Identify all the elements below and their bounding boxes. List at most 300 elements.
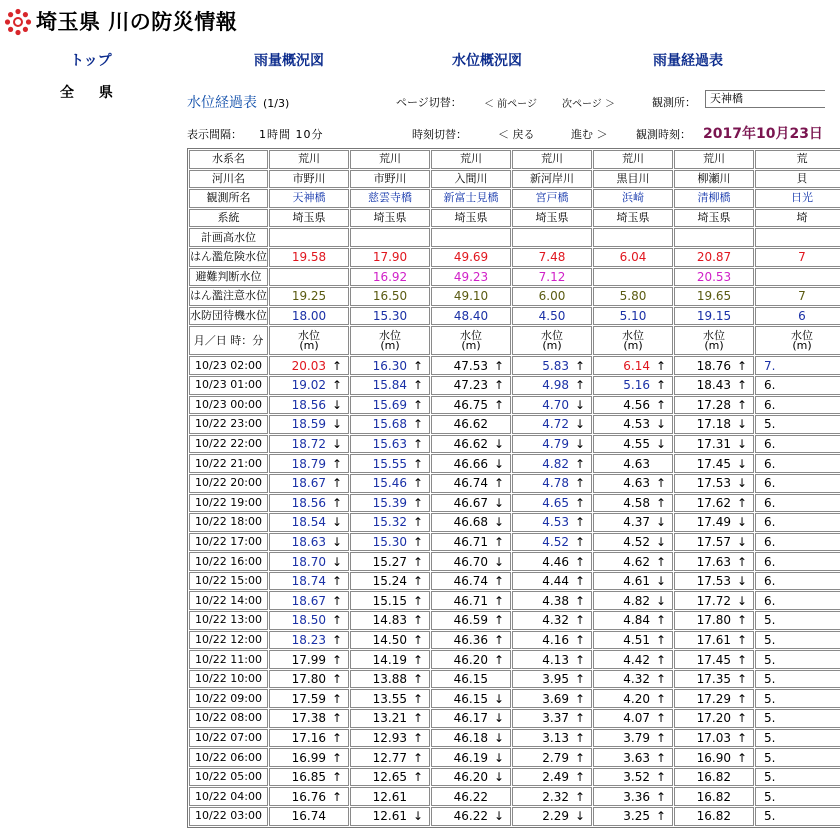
trend-arrow-icon: ↓ bbox=[736, 476, 748, 491]
next-page-link[interactable]: 次ページ ＞ bbox=[562, 99, 615, 110]
level-value: 4.32 bbox=[542, 613, 569, 628]
level-cell bbox=[350, 474, 430, 493]
level-value: 17.16 bbox=[291, 730, 326, 745]
nav-rain-overview[interactable]: 雨量概況図 bbox=[254, 53, 324, 69]
level-value: 47.53 bbox=[453, 358, 488, 373]
sidebar-all-prefecture[interactable]: 全 県 bbox=[60, 85, 123, 101]
trend-arrow-icon: ↑ bbox=[412, 652, 424, 667]
trend-arrow-icon: ↑ bbox=[736, 652, 748, 667]
level-cell bbox=[350, 435, 430, 454]
trend-arrow-icon: ↑ bbox=[331, 593, 343, 608]
trend-arrow-icon: ↓ bbox=[493, 750, 505, 765]
level-value: 3.52 bbox=[623, 770, 650, 785]
level-value: 18.59 bbox=[291, 417, 326, 432]
time-cell: 10/22 09:00 bbox=[189, 689, 268, 708]
level-value: 4.65 bbox=[542, 495, 569, 510]
level-cell bbox=[269, 748, 349, 767]
level-value: 15.68 bbox=[372, 417, 407, 432]
level-cell bbox=[755, 356, 840, 375]
level-value: 14.50 bbox=[372, 632, 407, 647]
table-row bbox=[189, 670, 840, 689]
level-value: 15.63 bbox=[372, 437, 407, 452]
level-value: 3.36 bbox=[623, 789, 650, 804]
level-value: 17.59 bbox=[291, 691, 326, 706]
time-cell: 10/22 06:00 bbox=[189, 748, 268, 767]
table-cell-station-name[interactable]: 天神橋 bbox=[269, 189, 349, 208]
level-cell bbox=[755, 709, 840, 728]
row-label-station: 観測所名 bbox=[189, 189, 268, 208]
level-value: 17.53 bbox=[696, 574, 731, 589]
level-cell bbox=[431, 591, 511, 610]
level-cell bbox=[269, 709, 349, 728]
table-cell-river-name: 入間川 bbox=[431, 170, 511, 189]
time-cell: 10/22 11:00 bbox=[189, 650, 268, 669]
level-unit-label: (m) bbox=[542, 338, 562, 352]
level-cell bbox=[755, 494, 840, 513]
table-cell-station-name[interactable]: 日光 bbox=[755, 189, 840, 208]
level-value: 4.53 bbox=[542, 515, 569, 530]
level-cell bbox=[431, 494, 511, 513]
trend-arrow-icon: ↑ bbox=[655, 554, 667, 569]
table-row-unit bbox=[189, 326, 840, 355]
trend-arrow-icon: ↑ bbox=[574, 593, 586, 608]
row-label-plan: 計画高水位 bbox=[189, 228, 268, 247]
level-cell bbox=[350, 513, 430, 532]
trend-arrow-icon: ↑ bbox=[331, 456, 343, 471]
level-cell bbox=[431, 356, 511, 375]
trend-arrow-icon: ↑ bbox=[655, 652, 667, 667]
level-value: 4.44 bbox=[542, 574, 569, 589]
trend-arrow-icon: ↓ bbox=[655, 437, 667, 452]
table-row bbox=[189, 356, 840, 375]
level-cell bbox=[674, 729, 754, 748]
table-cell-plan-level bbox=[674, 228, 754, 247]
row-label-standby: 水防団待機水位 bbox=[189, 307, 268, 326]
level-cell bbox=[674, 748, 754, 767]
level-value: 6. bbox=[764, 495, 776, 510]
time-cell: 10/22 03:00 bbox=[189, 807, 268, 826]
time-cell: 10/22 20:00 bbox=[189, 474, 268, 493]
level-cell bbox=[269, 454, 349, 473]
nav-level-overview[interactable]: 水位概況図 bbox=[452, 53, 522, 69]
table-cell-river-name: 市野川 bbox=[269, 170, 349, 189]
level-value: 46.17 bbox=[453, 711, 488, 726]
level-value: 15.15 bbox=[372, 593, 407, 608]
trend-arrow-icon: ↑ bbox=[412, 691, 424, 706]
level-cell bbox=[269, 396, 349, 415]
level-value: 18.70 bbox=[291, 554, 326, 569]
trend-arrow-icon: ↑ bbox=[412, 358, 424, 373]
level-value: 4.55 bbox=[623, 437, 650, 452]
level-cell bbox=[593, 807, 673, 826]
table-row-river bbox=[189, 170, 840, 189]
level-cell bbox=[431, 709, 511, 728]
level-value: 18.76 bbox=[696, 358, 731, 373]
level-cell bbox=[350, 611, 430, 630]
table-cell-evac-level: 49.23 bbox=[431, 268, 511, 287]
level-value: 4.56 bbox=[623, 397, 650, 412]
level-cell bbox=[431, 552, 511, 571]
level-value: 4.38 bbox=[542, 593, 569, 608]
level-cell bbox=[350, 689, 430, 708]
time-cell: 10/22 16:00 bbox=[189, 552, 268, 571]
level-value: 16.82 bbox=[696, 770, 731, 785]
level-value: 17.35 bbox=[696, 672, 731, 687]
trend-arrow-icon: ↑ bbox=[574, 534, 586, 549]
level-cell bbox=[350, 572, 430, 591]
table-cell-plan-level bbox=[350, 228, 430, 247]
trend-arrow-icon: ↑ bbox=[655, 672, 667, 687]
trend-arrow-icon: ↑ bbox=[574, 515, 586, 530]
level-value: 5. bbox=[764, 711, 776, 726]
level-cell bbox=[593, 494, 673, 513]
trend-arrow-icon: ↑ bbox=[493, 652, 505, 667]
table-cell-caution-level: 16.50 bbox=[350, 287, 430, 306]
table-cell-danger-level: 7 bbox=[755, 248, 840, 267]
trend-arrow-icon: ↑ bbox=[655, 809, 667, 824]
table-cell-caution-level: 7 bbox=[755, 287, 840, 306]
level-cell bbox=[269, 513, 349, 532]
trend-arrow-icon: ↑ bbox=[331, 378, 343, 393]
table-cell-system-type: 埼玉県 bbox=[431, 209, 511, 228]
level-cell bbox=[674, 474, 754, 493]
table-cell-station-name[interactable]: 清柳橋 bbox=[674, 189, 754, 208]
level-value: 15.30 bbox=[372, 534, 407, 549]
row-label-time: 月／日 時：分 bbox=[189, 326, 268, 355]
level-cell bbox=[512, 435, 592, 454]
level-value: 5. bbox=[764, 750, 776, 765]
table-row bbox=[189, 454, 840, 473]
trend-arrow-icon: ↑ bbox=[412, 437, 424, 452]
level-cell bbox=[431, 611, 511, 630]
level-value: 15.24 bbox=[372, 574, 407, 589]
level-value: 18.50 bbox=[291, 613, 326, 628]
level-cell bbox=[593, 552, 673, 571]
station-label: 観測所： bbox=[652, 96, 696, 109]
trend-arrow-icon: ↓ bbox=[736, 437, 748, 452]
trend-arrow-icon: ↑ bbox=[331, 476, 343, 491]
table-cell-danger-level: 17.90 bbox=[350, 248, 430, 267]
table-cell-plan-level bbox=[269, 228, 349, 247]
level-cell bbox=[674, 415, 754, 434]
trend-arrow-icon: ↓ bbox=[655, 534, 667, 549]
level-value: 16.85 bbox=[291, 770, 326, 785]
table-row bbox=[189, 768, 840, 787]
trend-arrow-icon: ↑ bbox=[736, 730, 748, 745]
table-row bbox=[189, 748, 840, 767]
table-cell-plan-level bbox=[431, 228, 511, 247]
table-cell-evac-level bbox=[593, 268, 673, 287]
level-cell bbox=[269, 474, 349, 493]
table-cell-system-name: 荒川 bbox=[512, 150, 592, 169]
table-row bbox=[189, 631, 840, 650]
level-cell bbox=[269, 533, 349, 552]
time-cell: 10/22 13:00 bbox=[189, 611, 268, 630]
trend-arrow-icon: ↑ bbox=[574, 711, 586, 726]
level-cell bbox=[674, 494, 754, 513]
level-value: 46.22 bbox=[453, 789, 488, 804]
level-cell bbox=[755, 454, 840, 473]
level-value: 5. bbox=[764, 809, 776, 824]
prev-page-link[interactable]: ＜ 前ページ bbox=[484, 99, 537, 110]
time-cell: 10/23 02:00 bbox=[189, 356, 268, 375]
level-value: 5. bbox=[764, 652, 776, 667]
nav-rain-table[interactable]: 雨量経過表 bbox=[653, 53, 723, 69]
trend-arrow-icon: ↑ bbox=[412, 534, 424, 549]
level-value: 5. bbox=[764, 730, 776, 745]
time-cell: 10/22 19:00 bbox=[189, 494, 268, 513]
level-value: 2.79 bbox=[542, 750, 569, 765]
trend-arrow-icon: ↑ bbox=[412, 750, 424, 765]
level-cell bbox=[755, 533, 840, 552]
level-cell bbox=[269, 807, 349, 826]
trend-arrow-icon: ↓ bbox=[655, 593, 667, 608]
trend-arrow-icon: ↓ bbox=[736, 534, 748, 549]
trend-arrow-icon: ↑ bbox=[412, 495, 424, 510]
level-cell bbox=[755, 670, 840, 689]
obs-time-label: 観測時刻： bbox=[636, 128, 691, 141]
trend-arrow-icon: ↑ bbox=[736, 691, 748, 706]
trend-arrow-icon: ↓ bbox=[493, 711, 505, 726]
trend-arrow-icon: ↑ bbox=[493, 593, 505, 608]
level-value: 4.98 bbox=[542, 378, 569, 393]
level-value: 4.52 bbox=[542, 534, 569, 549]
trend-arrow-icon: ↑ bbox=[412, 397, 424, 412]
forward-link[interactable]: 進む ＞ bbox=[571, 128, 608, 141]
level-value: 5. bbox=[764, 691, 776, 706]
level-cell bbox=[593, 709, 673, 728]
page-switch-label: ページ切替： bbox=[396, 96, 462, 109]
level-value: 4.63 bbox=[623, 476, 650, 491]
level-value: 4.51 bbox=[623, 632, 650, 647]
level-cell bbox=[512, 709, 592, 728]
level-cell bbox=[350, 670, 430, 689]
level-cell bbox=[431, 415, 511, 434]
table-row bbox=[189, 689, 840, 708]
trend-arrow-icon: ↑ bbox=[655, 789, 667, 804]
level-value: 4.61 bbox=[623, 574, 650, 589]
level-cell bbox=[755, 689, 840, 708]
level-cell bbox=[269, 572, 349, 591]
trend-arrow-icon: ↑ bbox=[331, 613, 343, 628]
level-value: 18.56 bbox=[291, 495, 326, 510]
trend-arrow-icon: ↓ bbox=[493, 456, 505, 471]
level-value: 46.15 bbox=[453, 672, 488, 687]
level-cell bbox=[350, 729, 430, 748]
level-value: 18.67 bbox=[291, 476, 326, 491]
level-head-label: 水位 bbox=[622, 328, 644, 342]
level-value: 18.63 bbox=[291, 534, 326, 549]
row-label-evac: 避難判断水位 bbox=[189, 268, 268, 287]
trend-arrow-icon: ↓ bbox=[493, 691, 505, 706]
level-cell bbox=[674, 572, 754, 591]
level-value: 16.82 bbox=[696, 789, 731, 804]
trend-arrow-icon: ↑ bbox=[493, 397, 505, 412]
level-cell bbox=[350, 494, 430, 513]
level-cell bbox=[350, 650, 430, 669]
level-cell bbox=[350, 552, 430, 571]
level-value: 3.79 bbox=[623, 730, 650, 745]
trend-arrow-icon: ↑ bbox=[412, 730, 424, 745]
table-cell-standby-level: 6 bbox=[755, 307, 840, 326]
level-value: 4.20 bbox=[623, 691, 650, 706]
table-row bbox=[189, 787, 840, 806]
trend-arrow-icon: ↓ bbox=[574, 437, 586, 452]
level-value: 3.13 bbox=[542, 730, 569, 745]
level-value: 13.21 bbox=[372, 711, 407, 726]
level-cell bbox=[269, 729, 349, 748]
level-value: 4.78 bbox=[542, 476, 569, 491]
table-cell-station-name[interactable]: 宮戸橋 bbox=[512, 189, 592, 208]
table-cell-caution-level: 6.00 bbox=[512, 287, 592, 306]
time-cell: 10/22 07:00 bbox=[189, 729, 268, 748]
trend-arrow-icon: ↑ bbox=[412, 456, 424, 471]
level-cell bbox=[755, 572, 840, 591]
trend-arrow-icon: ↑ bbox=[574, 750, 586, 765]
level-cell bbox=[350, 787, 430, 806]
level-value: 17.49 bbox=[696, 515, 731, 530]
level-cell bbox=[512, 670, 592, 689]
table-row bbox=[189, 591, 840, 610]
level-cell bbox=[593, 572, 673, 591]
level-value: 15.84 bbox=[372, 378, 407, 393]
level-unit-label: (m) bbox=[623, 338, 643, 352]
level-unit-header bbox=[431, 326, 511, 355]
trend-arrow-icon: ↑ bbox=[412, 672, 424, 687]
level-value: 16.90 bbox=[696, 750, 731, 765]
level-value: 46.20 bbox=[453, 652, 488, 667]
trend-arrow-icon: ↑ bbox=[331, 672, 343, 687]
trend-arrow-icon: ↓ bbox=[493, 515, 505, 530]
trend-arrow-icon: ↑ bbox=[655, 750, 667, 765]
trend-arrow-icon: ↑ bbox=[493, 476, 505, 491]
trend-arrow-icon: ↑ bbox=[574, 730, 586, 745]
level-unit-label: (m) bbox=[380, 338, 400, 352]
level-cell bbox=[674, 631, 754, 650]
table-cell-station-name[interactable]: 慈雲寺橋 bbox=[350, 189, 430, 208]
level-cell bbox=[269, 356, 349, 375]
time-cell: 10/23 01:00 bbox=[189, 376, 268, 395]
table-cell-danger-level: 7.48 bbox=[512, 248, 592, 267]
trend-arrow-icon: ↑ bbox=[736, 358, 748, 373]
level-value: 18.79 bbox=[291, 456, 326, 471]
table-cell-system-type: 埼 bbox=[755, 209, 840, 228]
level-cell bbox=[755, 729, 840, 748]
table-cell-danger-level: 49.69 bbox=[431, 248, 511, 267]
table-row bbox=[189, 552, 840, 571]
level-value: 5.16 bbox=[623, 378, 650, 393]
level-value: 17.28 bbox=[696, 397, 731, 412]
table-cell-standby-level: 48.40 bbox=[431, 307, 511, 326]
level-value: 15.27 bbox=[372, 554, 407, 569]
table-cell-station-name[interactable]: 新富士見橋 bbox=[431, 189, 511, 208]
trend-arrow-icon: ↑ bbox=[655, 691, 667, 706]
trend-arrow-icon: ↓ bbox=[655, 515, 667, 530]
table-cell-system-type: 埼玉県 bbox=[512, 209, 592, 228]
table-cell-evac-level: 20.53 bbox=[674, 268, 754, 287]
level-cell bbox=[674, 356, 754, 375]
row-label-danger: はん濫危険水位 bbox=[189, 248, 268, 267]
level-unit-label: (m) bbox=[299, 338, 319, 352]
trend-arrow-icon: ↓ bbox=[493, 437, 505, 452]
table-row bbox=[189, 474, 840, 493]
interval-value: 1時間 10分 bbox=[259, 128, 324, 141]
level-value: 6. bbox=[764, 456, 776, 471]
level-value: 3.95 bbox=[542, 672, 569, 687]
table-cell-river-name: 新河岸川 bbox=[512, 170, 592, 189]
trend-arrow-icon: ↑ bbox=[574, 456, 586, 471]
table-row-plan bbox=[189, 228, 840, 247]
trend-arrow-icon: ↓ bbox=[412, 809, 424, 824]
table-cell-danger-level: 20.87 bbox=[674, 248, 754, 267]
level-value: 6. bbox=[764, 574, 776, 589]
level-cell bbox=[674, 435, 754, 454]
level-value: 46.71 bbox=[453, 593, 488, 608]
row-label-system: 水系名 bbox=[189, 150, 268, 169]
table-cell-danger-level: 19.58 bbox=[269, 248, 349, 267]
table-cell-system-name: 荒 bbox=[755, 150, 840, 169]
back-link[interactable]: ＜ 戻る bbox=[498, 128, 535, 141]
time-cell: 10/22 14:00 bbox=[189, 591, 268, 610]
table-cell-caution-level: 49.10 bbox=[431, 287, 511, 306]
trend-arrow-icon: ↓ bbox=[655, 417, 667, 432]
level-cell bbox=[755, 474, 840, 493]
level-value: 46.22 bbox=[453, 809, 488, 824]
trend-arrow-icon: ↑ bbox=[655, 613, 667, 628]
table-row bbox=[189, 807, 840, 826]
level-value: 17.61 bbox=[696, 632, 731, 647]
table-cell-station-name[interactable]: 浜崎 bbox=[593, 189, 673, 208]
nav-top[interactable]: トップ bbox=[70, 53, 112, 69]
level-cell bbox=[512, 454, 592, 473]
level-cell bbox=[674, 396, 754, 415]
level-cell bbox=[674, 454, 754, 473]
table-cell-river-name: 貝 bbox=[755, 170, 840, 189]
level-cell bbox=[512, 552, 592, 571]
trend-arrow-icon: ↓ bbox=[574, 417, 586, 432]
level-cell bbox=[431, 748, 511, 767]
level-value: 18.74 bbox=[291, 574, 326, 589]
level-cell bbox=[755, 611, 840, 630]
level-value: 4.79 bbox=[542, 437, 569, 452]
level-cell bbox=[350, 591, 430, 610]
level-cell bbox=[431, 689, 511, 708]
level-value: 12.93 bbox=[372, 730, 407, 745]
level-value: 46.66 bbox=[453, 456, 488, 471]
station-select[interactable]: 天神橋 bbox=[705, 90, 825, 108]
page-indicator: (1/3) bbox=[263, 97, 290, 110]
level-value: 5. bbox=[764, 672, 776, 687]
level-value: 5. bbox=[764, 613, 776, 628]
time-cell: 10/22 15:00 bbox=[189, 572, 268, 591]
level-value: 3.37 bbox=[542, 711, 569, 726]
trend-arrow-icon: ↓ bbox=[736, 515, 748, 530]
level-value: 17.63 bbox=[696, 554, 731, 569]
level-value: 4.63 bbox=[623, 456, 650, 471]
level-value: 19.02 bbox=[291, 378, 326, 393]
level-cell bbox=[431, 533, 511, 552]
level-cell bbox=[512, 611, 592, 630]
trend-arrow-icon: ↓ bbox=[493, 730, 505, 745]
level-value: 17.20 bbox=[696, 711, 731, 726]
level-cell bbox=[593, 631, 673, 650]
level-value: 5. bbox=[764, 417, 776, 432]
level-cell bbox=[512, 356, 592, 375]
level-cell bbox=[269, 787, 349, 806]
trend-arrow-icon: ↑ bbox=[655, 495, 667, 510]
level-value: 15.32 bbox=[372, 515, 407, 530]
trend-arrow-icon: ↓ bbox=[736, 456, 748, 471]
